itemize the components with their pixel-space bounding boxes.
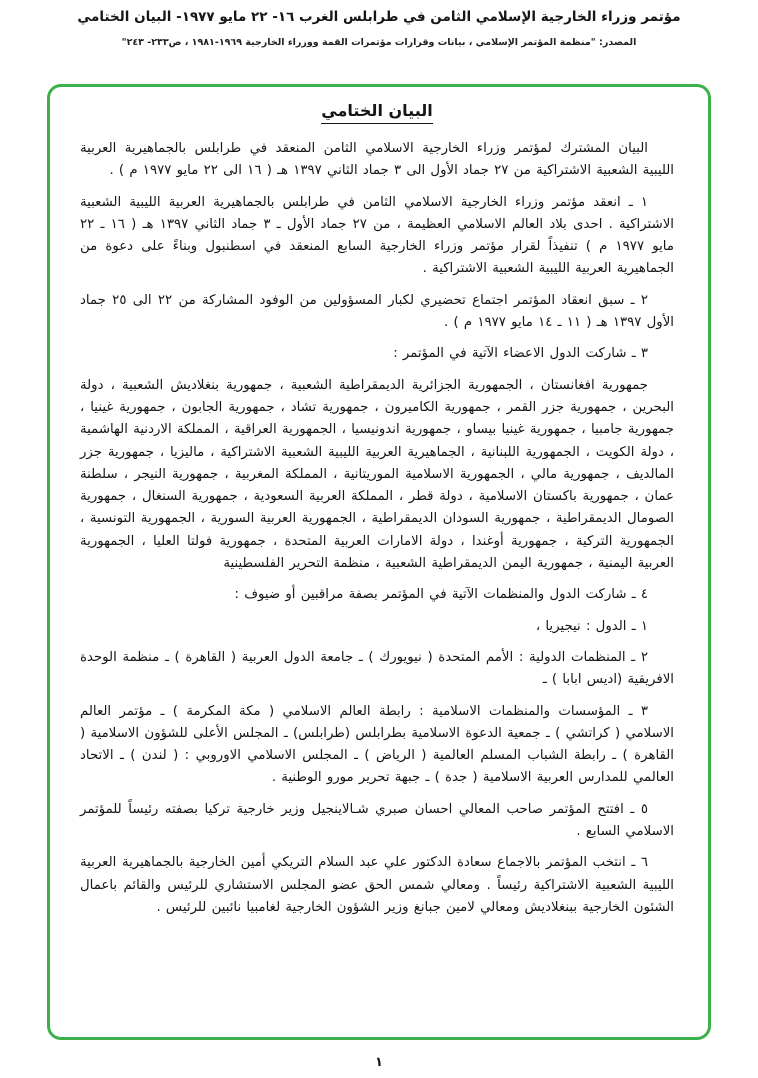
document-frame <box>47 84 711 1040</box>
document-paragraph: البيان المشترك لمؤتمر وزراء الخارجية الاسلامي الثامن المنعقد في طرابلس بالجماهيرية العربية الليبية الشعبية الاشتراكية من ٢٧ جماد الأول الى ٣ جماد الثاني ١٣٩٧ هـ ( ١٦ الى ٢٢ مايو ١٩٧٧ م ) . <box>80 141 674 179</box>
document-paragraph: ١ ـ الدول : نيجيريا ، <box>535 618 648 634</box>
document-paragraph: ٣ ـ المؤسسات والمنظمات الاسلامية : رابطة العالم الاسلامي ( مكة المكرمة ) ـ مؤتمر العالم الاسلامي ( كراتشي ) ـ جمعية الدعوة الاسلامية بطرابلس (طرابلس) ـ المجلس الأعلى للشؤون الاسلامية ( القاهرة ) ـ رابطة الشباب المسلم العالمية ( الرياض ) ـ المجلس الاسلامي الاوروبي : ( لندن ) ـ الاتحاد العالمي للمدارس العربية الاسلامية ( جدة ) ـ جبهة تحرير مورو الوطنية . <box>80 703 674 786</box>
page-number: ١ <box>375 1055 383 1070</box>
document-paragraph: ٦ ـ انتخب المؤتمر بالاجماع سعادة الدكتور علي عبد السلام التريكي أمين الخارجية بالجماهيرية العربية الليبية الشعبية الاشتراكية رئيساً . ومعالي شمس الحق عضو المجلس الاستشاري للرئيس والقائم باعمال الشئون الخارجية ببنغلاديش ومعالي لامين جبانغ وزير الشؤون الخارجية لغامبيا نائبين للرئيس . <box>80 855 674 915</box>
document-paragraph: جمهورية افغانستان ، الجمهورية الجزائرية الديمقراطية الشعبية ، جمهورية بنغلاديش الشعبية ، دولة البحرين ، جمهورية جزر القمر ، جمهورية الكاميرون ، جمهورية تشاد ، جمهورية الجابون ، جمهورية غينيا ، جمهورية جامبيا ، جمهورية غينيا بيساو ، جمهورية اندونيسيا ، الجمهورية العراقية ، المملكة الاردنية الهاشمية ، دولة الكويت ، الجمهورية اللبنانية ، الجماهيرية العربية الليبية الشعبية الاشتراكية ، ماليزيا ، جمهورية جزر المالديف ، جمهورية مالي ، الجمهورية الاسلامية الموريتانية ، المملكة المغربية ، جمهورية النيجر ، سلطنة عمان ، جمهورية باكستان الاسلامية ، دولة قطر ، المملكة العربية السعودية ، جمهورية السنغال ، جمهورية الصومال الديمقراطية ، جمهورية السودان الديمقراطية ، الجمهورية العربية السورية ، الجمهورية التونسية ، الجمهورية التركية ، جمهورية أوغندا ، دولة الامارات العربية المتحدة ، جمهورية فولتا العليا ، الجمهورية العربية اليمنية ، جمهورية اليمن الديمقراطية الشعبية ، منظمة التحرير الفلسطينية <box>80 377 674 572</box>
document-paragraph: ٢ ـ سبق انعقاد المؤتمر اجتماع تحضيري لكبار المسؤولين من الوفود المشاركة من ٢٢ الى ٢٥ جماد الأول ١٣٩٧ هـ ( ١١ ـ ١٤ مايو ١٩٧٧ م ) . <box>80 292 674 331</box>
document-body <box>80 138 674 919</box>
document-title-text: البيان الختامي <box>321 101 432 124</box>
document-paragraph: ٤ ـ شاركت الدول والمنظمات الآتية في المؤتمر بصفة مراقبين أو ضيوف : <box>234 587 648 603</box>
header-source-line: المصدر: "منظمة المؤتمر الإسلامي ، بيانات وقرارات مؤتمرات القمة ووزراء الخارجية ١٩٦٩-١٩٨١ ، ص٢٣٣- ٢٤٣" <box>121 37 637 48</box>
document-paragraph: ٣ ـ شاركت الدول الاعضاء الآتية في المؤتمر : <box>393 346 648 362</box>
header-title: مؤتمر وزراء الخارجية الإسلامي الثامن في طرابلس الغرب ١٦- ٢٢ مايو ١٩٧٧- البيان الختامي <box>77 9 681 25</box>
document-paragraph: ٢ ـ المنظمات الدولية : الأمم المتحدة ( نيويورك ) ـ جامعة الدول العربية ( القاهرة ) ـ منظمة الوحدة الافريقية (اديس ابابا ) ـ <box>80 649 674 688</box>
document-title <box>80 101 674 120</box>
document-paragraph: ٥ ـ افتتح المؤتمر صاحب المعالي احسان صبري شـالاينجيل وزير خارجية تركيا بصفته رئيساً للمؤتمر الاسلامي السابع . <box>80 801 674 840</box>
document-paragraph: ١ ـ انعقد مؤتمر وزراء الخارجية الاسلامي الثامن في طرابلس بالجماهيرية العربية الليبية الشعبية الاشتراكية . احدى بلاد العالم الاسلامي العظيمة ، من ٢٧ جماد الأول ـ ٣ جماد الثاني ١٣٩٧ هـ ( ١٦ ـ ٢٢ مايو ١٩٧٧ م ) تنفيذاً لقرار مؤتمر وزراء الخارجية السابع المنعقد في اسطنبول وبناءً على دعوة من الجماهيرية العربية الليبية الشعبية الاشتراكية . <box>80 194 674 277</box>
document-header <box>0 0 758 48</box>
